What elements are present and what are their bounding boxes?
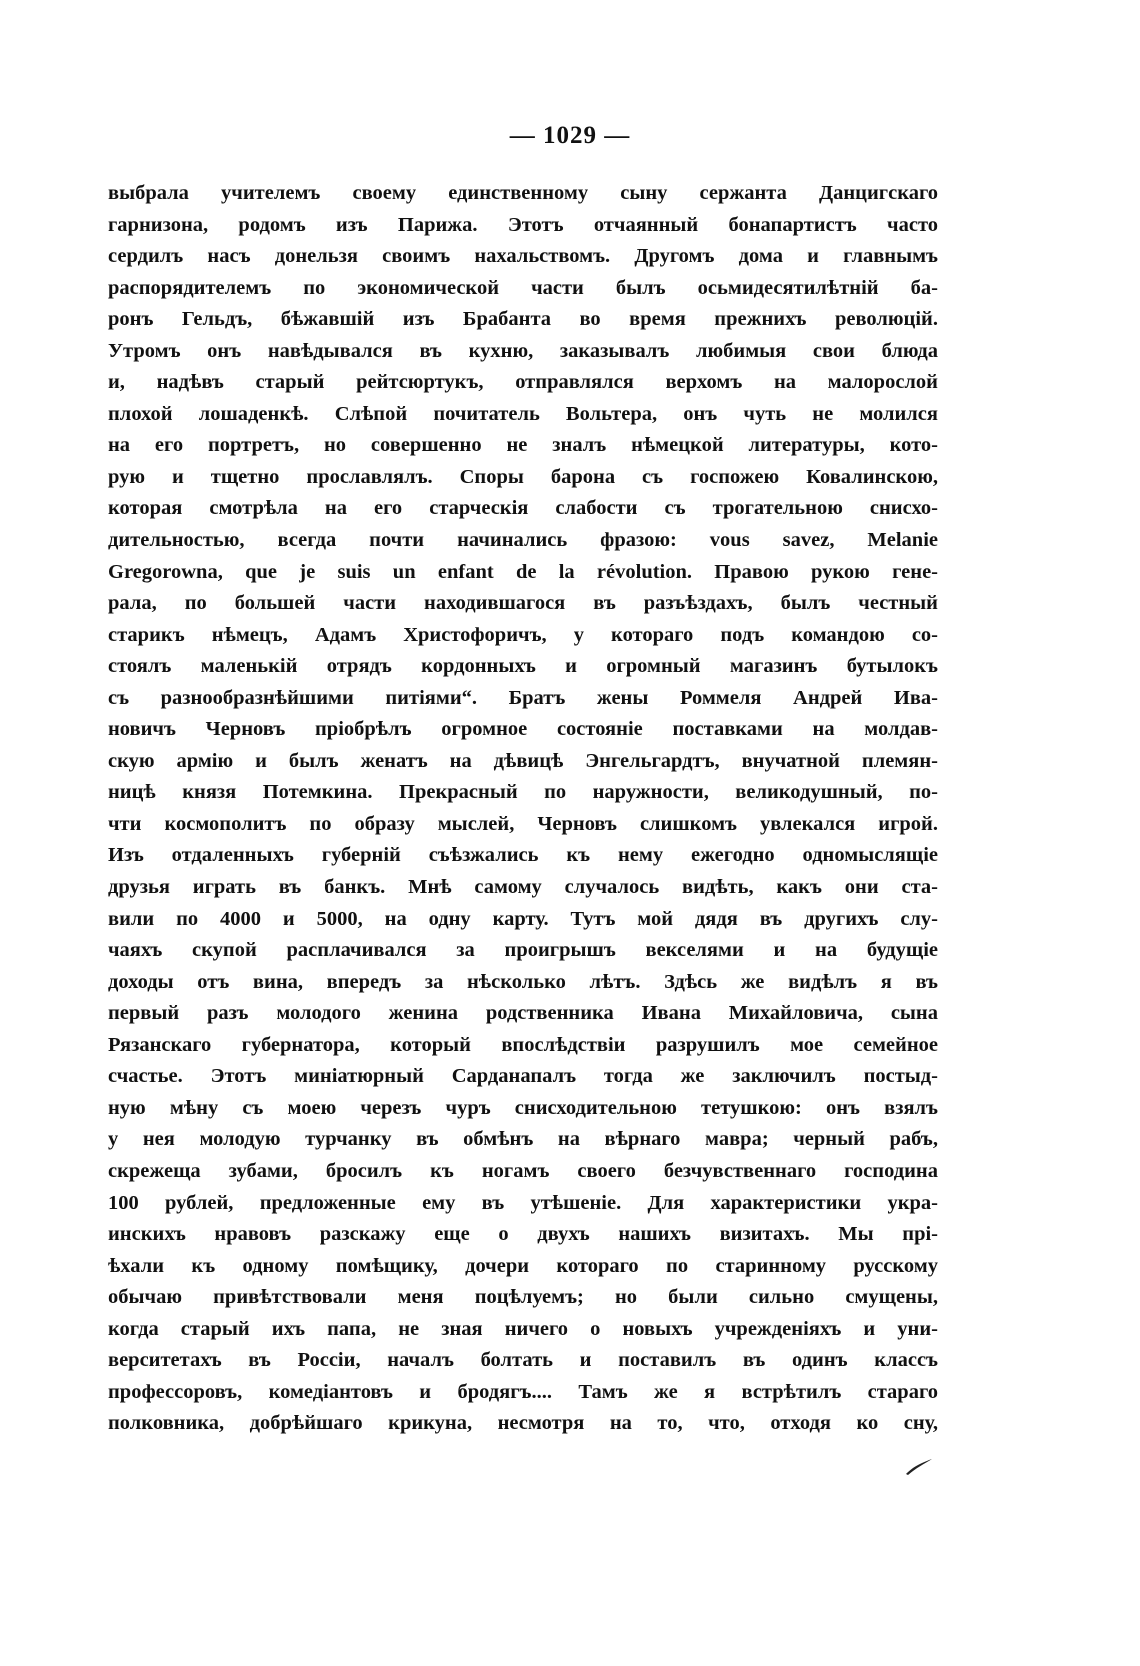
text-line: выбрала учителемъ своему единственному сыну сержанта Данцигскаго — [108, 182, 938, 204]
text-line: ѣхали къ одному помѣщику, дочери котораго по старинному русскому — [108, 1254, 938, 1277]
text-line: ницѣ князя Потемкина. Прекрасный по наружности, великодушный, по- — [108, 781, 938, 804]
body-text — [108, 178, 938, 1440]
text-line: которая смотрѣла на его старческія слабости съ трогательною снисхо- — [108, 497, 938, 520]
text-line: ную мѣну съ моею черезъ чуръ снисходительною тетушкою: онъ взялъ — [108, 1096, 938, 1119]
text-line: рала, по большей части находившагося въ разъѣздахъ, былъ честный — [108, 592, 938, 615]
text-line: верситетахъ въ Россіи, началъ болтать и поставилъ въ одинъ классъ — [108, 1349, 938, 1372]
text-line: гарнизона, родомъ изъ Парижа. Этотъ отчаянный бонапартистъ часто — [108, 213, 938, 236]
text-line: рую и тщетно прославлялъ. Споры барона съ госпожею Ковалинскою, — [108, 465, 938, 488]
text-line: распорядителемъ по экономической части былъ осьмидесятилѣтній ба- — [108, 276, 938, 299]
text-line: у нея молодую турчанку въ обмѣнъ на вѣрнаго мавра; черный рабъ, — [108, 1128, 938, 1151]
text-line: друзья играть въ банкъ. Мнѣ самому случалось видѣть, какъ они ста- — [108, 876, 938, 899]
text-line: первый разъ молодого женина родственника Ивана Михайловича, сына — [108, 1002, 938, 1025]
text-line: 100 рублей, предложенные ему въ утѣшеніе. Для характеристики укра- — [108, 1191, 938, 1214]
text-line: дительностью, всегда почти начинались фразою: vous savez, Melanie — [108, 529, 938, 552]
ink-mark — [904, 1456, 934, 1476]
text-line: полковника, добрѣйшаго крикуна, несмотря на то, что, отходя ко сну, — [108, 1412, 938, 1435]
text-line: профессоровъ, комедіантовъ и бродягъ.... Тамъ же я встрѣтилъ стараго — [108, 1380, 938, 1403]
text-line: старикъ нѣмецъ, Адамъ Христофоричъ, у котораго подъ командою со- — [108, 623, 938, 646]
page-number: — 1029 — — [509, 122, 631, 149]
text-line: Изъ отдаленныхъ губерній съѣзжались къ нему ежегодно одномыслящіе — [108, 844, 938, 867]
text-line: когда старый ихъ папа, не зная ничего о новыхъ учрежденіяхъ и уни- — [108, 1317, 938, 1340]
text-line: плохой лошаденкѣ. Слѣпой почитатель Вольтера, онъ чуть не молился — [108, 402, 938, 425]
text-line: скую армію и былъ женатъ на дѣвицѣ Энгельгардтъ, внучатной племян- — [108, 749, 938, 772]
text-line: инскихъ нравовъ разскажу еще о двухъ нашихъ визитахъ. Мы прі- — [108, 1223, 938, 1246]
text-line: ронъ Гельдъ, бѣжавшій изъ Брабанта во время прежнихъ революцій. — [108, 308, 938, 331]
text-line: сердилъ насъ донельзя своимъ нахальствомъ. Другомъ дома и главнымъ — [108, 245, 938, 268]
text-line: новичъ Черновъ пріобрѣлъ огромное состояніе поставками на молдав- — [108, 718, 938, 741]
text-line: чаяхъ скупой расплачивался за проигрышъ векселями и на будущіе — [108, 939, 938, 962]
text-line: и, надѣвъ старый рейтсюртукъ, отправлялся верхомъ на малорослой — [108, 371, 938, 394]
text-line: Утромъ онъ навѣдывался въ кухню, заказывалъ любимыя свои блюда — [108, 339, 938, 362]
text-line: Gregorowna, que je suis un enfant de la révolution. Правою рукою гене- — [108, 560, 938, 583]
text-line: скрежеща зубами, бросилъ къ ногамъ своего безчувственнаго господина — [108, 1159, 938, 1182]
text-line: вили по 4000 и 5000, на одну карту. Тутъ мой дядя въ другихъ слу- — [108, 907, 938, 930]
text-line: чти космополитъ по образу мыслей, Черновъ слишкомъ увлекался игрой. — [108, 812, 938, 835]
text-line: счастье. Этотъ миніатюрный Сарданапалъ тогда же заключилъ постыд- — [108, 1065, 938, 1088]
text-line: обычаю привѣтствовали меня поцѣлуемъ; но были сильно смущены, — [108, 1286, 938, 1309]
text-line: Рязанскаго губернатора, который впослѣдствіи разрушилъ мое семейное — [108, 1033, 938, 1056]
text-line: доходы отъ вина, впередъ за нѣсколько лѣтъ. Здѣсь же видѣлъ я въ — [108, 970, 938, 993]
text-line: стоялъ маленькій отрядъ кордонныхъ и огромный магазинъ бутылокъ — [108, 655, 938, 678]
text-line: съ разнообразнѣйшими питіями“. Братъ жены Роммеля Андрей Ива- — [108, 686, 938, 709]
text-line: на его портретъ, но совершенно не зналъ нѣмецкой литературы, кото- — [108, 434, 938, 457]
